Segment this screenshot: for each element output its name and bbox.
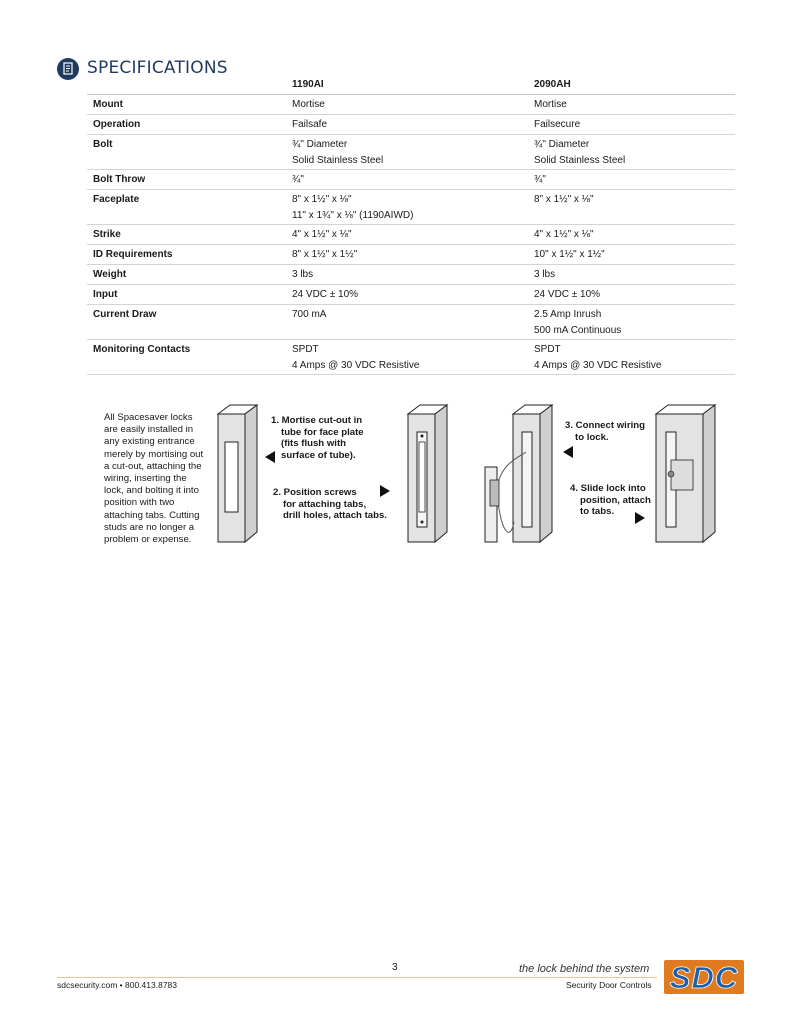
arrow-right-icon bbox=[635, 512, 645, 524]
value-2090ah bbox=[534, 170, 546, 188]
text-line: 1. Mortise cut-out in bbox=[271, 415, 363, 426]
text-line: merely by mortising out bbox=[104, 448, 204, 460]
tagline: the lock behind the system bbox=[519, 963, 650, 975]
row-label: Input bbox=[93, 289, 118, 300]
page-number: 3 bbox=[392, 962, 398, 973]
text-line: to lock. bbox=[575, 431, 609, 443]
cell-line: 700 mA bbox=[292, 309, 327, 320]
text-line: a cut-out, attaching the bbox=[104, 460, 202, 472]
text-line: (fits flush with bbox=[281, 438, 347, 450]
text-line: position with two bbox=[104, 497, 175, 509]
row-label: Mount bbox=[93, 99, 123, 110]
cell-line: SPDT bbox=[292, 344, 319, 355]
cell-line: Solid Stainless Steel bbox=[292, 154, 384, 166]
cell-line: Failsecure bbox=[534, 119, 581, 130]
lock-installed-illustration bbox=[653, 402, 723, 552]
step-2-text bbox=[273, 487, 387, 522]
cell-line: 8" x 1½" x 1½" bbox=[292, 249, 358, 260]
text-line: are easily installed in bbox=[104, 424, 194, 436]
cell-line: 24 VDC ± 10% bbox=[534, 289, 601, 300]
cell-line: ¾" Diameter bbox=[292, 139, 348, 150]
table-row bbox=[87, 170, 735, 190]
step-3-text bbox=[565, 420, 645, 443]
table-row bbox=[87, 115, 735, 135]
document-icon bbox=[57, 58, 79, 80]
table-row bbox=[87, 265, 735, 285]
text-line: All Spacesaver locks bbox=[104, 412, 193, 423]
value-1190ai bbox=[292, 285, 358, 303]
text-line: studs are no longer a bbox=[104, 521, 195, 533]
arrow-right-icon bbox=[380, 485, 390, 497]
cell-line: 8" x 1½" x ⅛" bbox=[534, 194, 594, 205]
table-row bbox=[87, 285, 735, 305]
text-line: surface of tube). bbox=[281, 449, 356, 461]
cell-line: 3 lbs bbox=[292, 269, 314, 280]
text-line: to tabs. bbox=[580, 506, 615, 518]
value-1190ai bbox=[292, 190, 413, 223]
value-2090ah bbox=[534, 115, 580, 133]
value-2090ah bbox=[534, 245, 605, 263]
cell-line: 4" x 1½" x ⅛" bbox=[292, 229, 352, 240]
table-row bbox=[87, 95, 735, 115]
value-1190ai bbox=[292, 305, 326, 323]
cell-line: Solid Stainless Steel bbox=[534, 154, 626, 166]
row-label: Monitoring Contacts bbox=[93, 344, 191, 355]
row-label: Faceplate bbox=[93, 194, 140, 205]
value-2090ah bbox=[534, 305, 621, 338]
tube-cutout-illustration bbox=[215, 402, 260, 552]
value-2090ah bbox=[534, 265, 555, 283]
value-1190ai bbox=[292, 225, 352, 243]
lock-wiring-illustration bbox=[480, 402, 555, 552]
table-row bbox=[87, 245, 735, 265]
cell-line: 4 Amps @ 30 VDC Resistive bbox=[534, 359, 662, 371]
value-2090ah bbox=[534, 135, 625, 168]
step-1-text bbox=[271, 415, 364, 461]
row-label: Bolt bbox=[93, 139, 113, 150]
value-1190ai bbox=[292, 170, 304, 188]
sdc-logo bbox=[662, 958, 746, 996]
arrow-left-icon bbox=[563, 446, 573, 458]
value-2090ah bbox=[534, 340, 661, 373]
row-label: Current Draw bbox=[93, 309, 157, 320]
text-line: attaching tabs. Cutting bbox=[104, 509, 200, 521]
cell-line: ¾" bbox=[292, 174, 304, 185]
text-line: lock, and bolting it into bbox=[104, 485, 199, 497]
value-1190ai bbox=[292, 245, 357, 263]
value-1190ai bbox=[292, 135, 383, 168]
text-line: 4. Slide lock into bbox=[570, 483, 646, 494]
value-2090ah bbox=[534, 285, 600, 303]
value-1190ai bbox=[292, 265, 313, 283]
column-header-1190ai: 1190AI bbox=[292, 79, 324, 90]
install-description bbox=[104, 412, 214, 546]
text-line: position, attach bbox=[580, 494, 651, 506]
cell-line: Mortise bbox=[292, 99, 325, 110]
table-row bbox=[87, 225, 735, 245]
arrow-left-icon bbox=[265, 451, 275, 463]
tube-tabs-illustration bbox=[405, 402, 450, 552]
cell-line: 4 Amps @ 30 VDC Resistive bbox=[292, 359, 420, 371]
cell-line: 3 lbs bbox=[534, 269, 556, 280]
cell-line: ¾" bbox=[534, 174, 546, 185]
table-row bbox=[87, 190, 735, 225]
cell-line: 8" x 1½" x ⅛" bbox=[292, 194, 352, 205]
table-row bbox=[87, 135, 735, 170]
table-body bbox=[87, 95, 735, 375]
cell-line: Failsafe bbox=[292, 119, 328, 130]
text-line: problem or expense. bbox=[104, 534, 192, 546]
column-header-2090ah: 2090AH bbox=[534, 79, 571, 90]
value-2090ah bbox=[534, 95, 567, 113]
text-line: wiring, inserting the bbox=[104, 473, 187, 485]
value-1190ai bbox=[292, 95, 325, 113]
footer-contact: sdcsecurity.com • 800.413.8783 bbox=[57, 980, 177, 990]
text-line: tube for face plate bbox=[281, 426, 364, 438]
cell-line: 500 mA Continuous bbox=[534, 324, 622, 336]
footer-divider bbox=[57, 977, 657, 978]
value-1190ai bbox=[292, 115, 327, 133]
value-2090ah bbox=[534, 190, 594, 208]
spec-table bbox=[87, 76, 735, 375]
table-row bbox=[87, 340, 735, 375]
row-label: Weight bbox=[93, 269, 127, 280]
text-line: drill holes, attach tabs. bbox=[283, 510, 387, 522]
row-label: ID Requirements bbox=[93, 249, 173, 260]
cell-line: 11" x 1¾" x ⅛" (1190AIWD) bbox=[292, 209, 414, 221]
cell-line: 24 VDC ± 10% bbox=[292, 289, 359, 300]
table-header bbox=[87, 76, 735, 95]
page-title: SPECIFICATIONS bbox=[87, 58, 228, 78]
row-label: Bolt Throw bbox=[93, 174, 146, 185]
table-row bbox=[87, 305, 735, 340]
row-label: Operation bbox=[93, 119, 141, 130]
cell-line: ¾" Diameter bbox=[534, 139, 590, 150]
company-name: Security Door Controls bbox=[566, 980, 652, 990]
cell-line: 4" x 1½" x ⅛" bbox=[534, 229, 594, 240]
svg-text:SDC: SDC bbox=[669, 960, 739, 995]
cell-line: 10" x 1½" x 1½" bbox=[534, 249, 605, 260]
text-line: 2. Position screws bbox=[273, 487, 357, 498]
value-2090ah bbox=[534, 225, 594, 243]
cell-line: 2.5 Amp Inrush bbox=[534, 309, 602, 320]
cell-line: Mortise bbox=[534, 99, 567, 110]
cell-line: SPDT bbox=[534, 344, 561, 355]
row-label: Strike bbox=[93, 229, 121, 240]
text-line: for attaching tabs, bbox=[283, 498, 367, 510]
text-line: 3. Connect wiring bbox=[565, 420, 645, 431]
text-line: any existing entrance bbox=[104, 436, 195, 448]
value-1190ai bbox=[292, 340, 419, 373]
